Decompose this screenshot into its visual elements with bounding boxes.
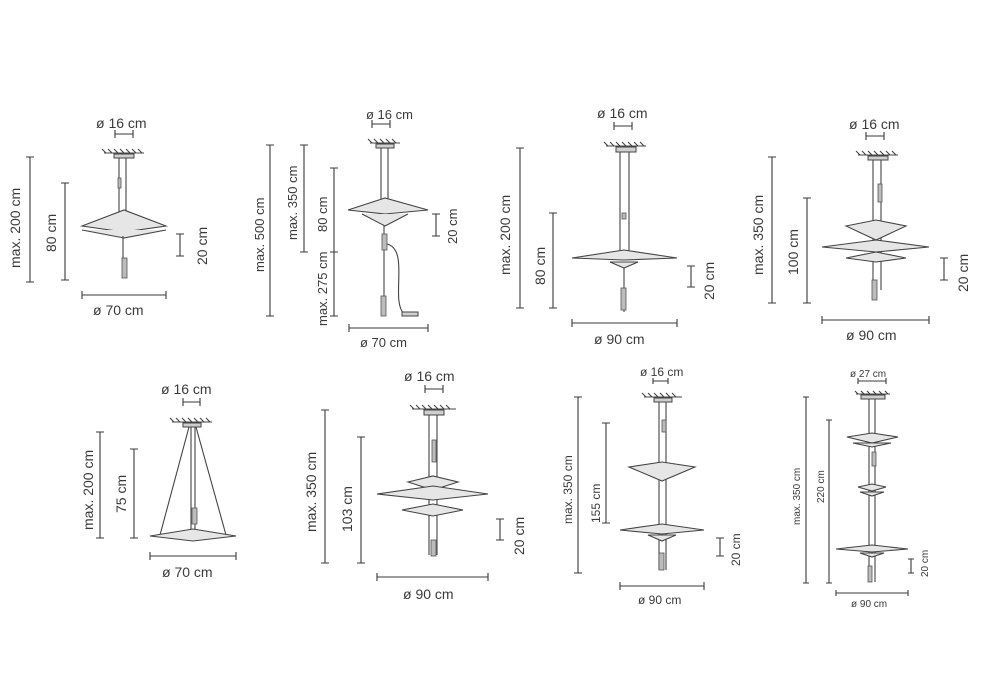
canopy-diameter-label: ø 16 cm [96, 115, 147, 131]
shade-lower [620, 524, 704, 534]
max-height-label: max. 350 cm [561, 455, 575, 524]
lower-height-label: max. 275 cm [315, 251, 330, 326]
lamp-diagram-6 [303, 368, 527, 602]
shade-bottom [846, 252, 906, 262]
shade-height-label: 20 cm [920, 549, 931, 577]
diameter-label: ø 90 cm [594, 331, 645, 347]
max-height-label: max. 200 cm [497, 194, 513, 275]
canopy-diameter-label: ø 16 cm [404, 368, 455, 384]
body-height-label: 155 cm [589, 483, 603, 523]
canopy-diameter-label: ø 16 cm [161, 381, 212, 397]
lamp-diagram-4 [750, 116, 971, 343]
shade-bottom [402, 504, 463, 516]
max-height-label: max. 200 cm [80, 449, 96, 530]
diameter-label: ø 90 cm [403, 586, 454, 602]
diameter-label: ø 70 cm [360, 335, 407, 350]
shade-height-label: 20 cm [445, 208, 460, 244]
shade [150, 529, 236, 541]
canopy-diameter-label: ø 16 cm [640, 365, 684, 379]
lamp-diagram-7 [561, 365, 743, 607]
shade-upper [629, 462, 695, 481]
lamp-diagram-5 [80, 381, 236, 580]
body-height-label: 75 cm [113, 474, 129, 513]
body-height-label: 80 cm [315, 196, 330, 232]
shade-height-label: 20 cm [955, 253, 971, 292]
lamp-diagram-8 [792, 369, 931, 610]
shade-height-label: 20 cm [729, 533, 743, 566]
shade-upper [348, 198, 428, 214]
body-height-label: 80 cm [43, 213, 59, 252]
shade-3 [836, 545, 908, 552]
canopy-diameter-label: ø 16 cm [849, 116, 900, 132]
shade [572, 250, 677, 260]
canopy-diameter-label: ø 16 cm [366, 107, 413, 122]
max-height-label: max. 350 cm [303, 451, 319, 532]
canopy-diameter-label: ø 27 cm [850, 369, 887, 380]
body-height-label: 100 cm [785, 229, 801, 275]
shade-height-label: 20 cm [194, 226, 210, 265]
canopy [114, 154, 134, 158]
max-height-label: max. 500 cm [252, 197, 267, 272]
diameter-label: ø 70 cm [162, 564, 213, 580]
max-height-2-label: max. 350 cm [285, 165, 300, 240]
lamp-diagram-3 [497, 105, 717, 347]
lamp-diagram-1 [7, 115, 210, 318]
lamp-diagram-2 [252, 107, 460, 350]
max-height-label: max. 350 cm [792, 467, 803, 525]
canopy-diameter-label: ø 16 cm [597, 105, 648, 121]
shade-top [846, 220, 906, 240]
shade-1 [847, 433, 898, 443]
max-height-label: max. 350 cm [750, 194, 766, 275]
body-height-label: 103 cm [339, 486, 355, 532]
shade-middle [822, 240, 929, 252]
shade-middle [377, 486, 488, 500]
diameter-label: ø 90 cm [638, 593, 682, 607]
shade-height-label: 20 cm [701, 261, 717, 300]
shade-height-label: 20 cm [511, 516, 527, 555]
body-height-label: 80 cm [532, 246, 548, 285]
body-height-label: 220 cm [816, 470, 827, 503]
diameter-label: ø 90 cm [846, 327, 897, 343]
shade-upper [82, 210, 166, 232]
diameter-label: ø 70 cm [93, 302, 144, 318]
shade-2 [858, 484, 886, 491]
diameter-label: ø 90 cm [851, 599, 888, 610]
max-height-label: max. 200 cm [7, 187, 23, 268]
